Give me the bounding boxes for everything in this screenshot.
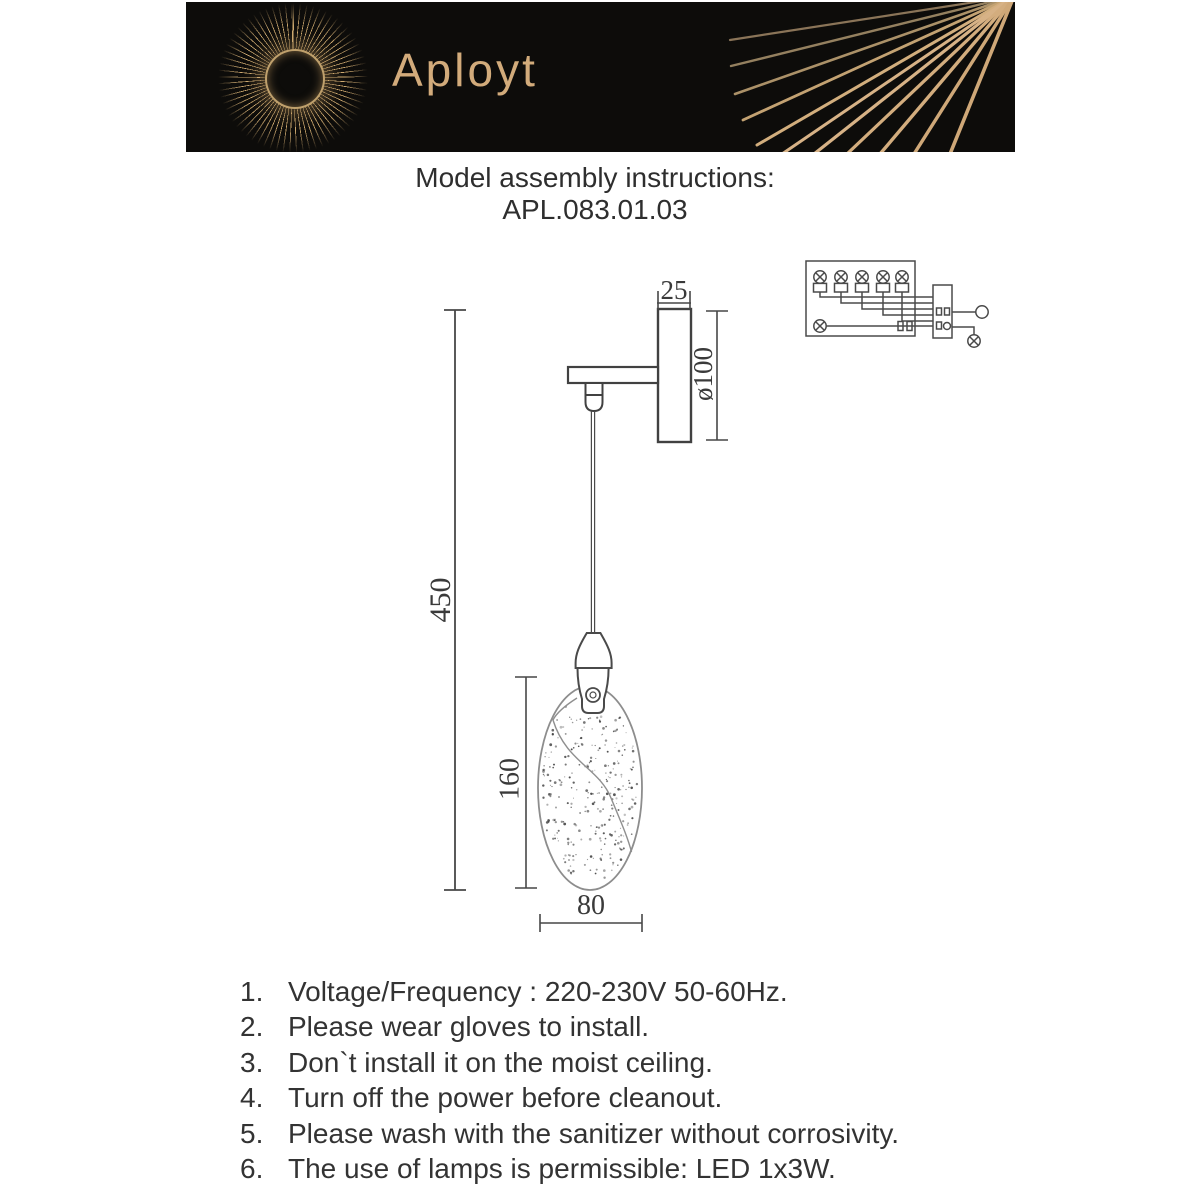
switch-box (933, 285, 952, 338)
dim-shade-height (494, 677, 537, 888)
technical-drawing (420, 230, 1020, 940)
dim-80-label: 80 (577, 890, 605, 921)
lamp-shade (538, 686, 642, 890)
item-text: Turn off the power before cleanout. (288, 1082, 723, 1114)
item-text: Please wash with the sanitizer without corrosivity. (288, 1117, 900, 1149)
dim-25-label: 25 (660, 275, 688, 305)
dim-d100-label: ø100 (688, 347, 719, 401)
dim-bracket-width (657, 275, 691, 309)
instruction-item (240, 1116, 1120, 1151)
dim-shade-width (540, 890, 642, 932)
instruction-item (240, 1080, 1120, 1115)
brand-name: Aployt (392, 44, 538, 96)
instruction-item (240, 1045, 1120, 1080)
page-title: Model assembly instructions: (415, 162, 775, 193)
brand-banner (186, 2, 1015, 152)
wiring-diagram (806, 261, 988, 347)
model-number: APL.083.01.03 (502, 194, 688, 225)
cord-grip (586, 383, 603, 411)
item-number: 5. (240, 1117, 264, 1149)
lamp-symbol-bottom-right (968, 335, 980, 347)
dim-160-label: 160 (494, 758, 526, 800)
instruction-item (240, 974, 1120, 1009)
title-block (95, 162, 1095, 226)
instructions-list (240, 974, 1120, 1186)
instruction-item (240, 1009, 1120, 1044)
wires (820, 292, 933, 326)
item-number: 2. (240, 1011, 264, 1043)
cone-cap (576, 633, 612, 668)
dim-450-label: 450 (423, 577, 457, 623)
wall-plate (658, 309, 691, 442)
item-text: Please wear gloves to install. (288, 1011, 650, 1043)
item-number: 4. (240, 1082, 264, 1114)
power-node (976, 306, 988, 318)
mounting-arm (568, 367, 658, 383)
lamp-symbol-bottom-left (814, 320, 826, 332)
corner-rays-icon (186, 2, 1015, 152)
item-text: The use of lamps is permissible: LED 1x3W. (288, 1153, 836, 1185)
lamp-symbols-row (814, 271, 909, 292)
suspension-cord (591, 411, 594, 633)
item-number: 6. (240, 1153, 264, 1185)
item-number: 3. (240, 1046, 264, 1078)
dim-suspension-height (424, 310, 466, 890)
item-text: Voltage/Frequency : 220-230V 50-60Hz. (288, 976, 788, 1007)
item-number: 1. (240, 976, 264, 1007)
instruction-item (240, 1151, 1120, 1186)
holder-screw-icon (586, 688, 600, 702)
item-text: Don`t install it on the moist ceiling. (288, 1046, 713, 1078)
dim-plate-diameter (688, 311, 728, 440)
